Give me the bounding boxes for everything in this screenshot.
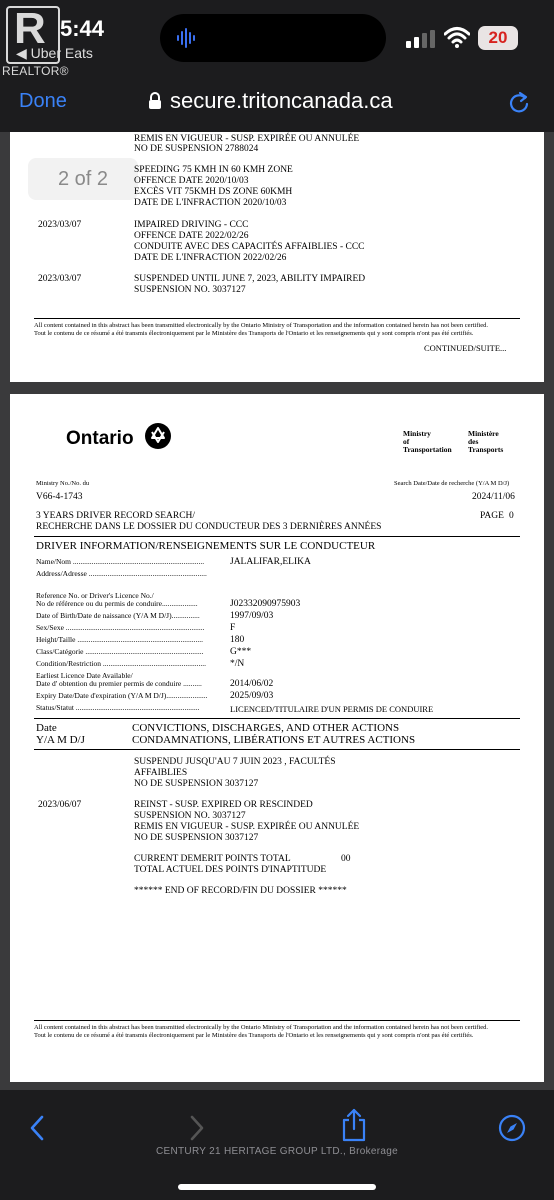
bottom-toolbar [0,1090,554,1200]
chevron-left-icon[interactable] [28,1114,46,1142]
licence-number: J02332090975903 [230,599,301,609]
brokerage-watermark: CENTURY 21 HERITAGE GROUP LTD., Brokerage [156,1146,398,1157]
dob-label: Date of Birth/Date de naissance (Y/A M D/J)............... [36,611,200,620]
class-value: G*** [230,647,252,657]
search-date-label: Search Date/Date de recherche (Y/A M D/J) [394,480,510,487]
share-icon[interactable] [340,1108,368,1142]
page-label: PAGE [480,511,504,521]
chevron-right-icon[interactable] [188,1114,206,1142]
record-line: CONDUITE AVEC DES CAPACITÉS AFFAIBLIES - CCC [134,242,365,252]
page-number: 0 [509,511,514,521]
condition-label: Condition/Restriction ....................................................... [36,659,206,668]
record-line: OFFENCE DATE 2022/02/26 [134,231,249,241]
browser-nav-bar [0,80,554,132]
expiry-label: Expiry Date/Date d'expiration (Y/A M D/J)...................... [36,691,208,700]
dynamic-island[interactable] [160,14,386,62]
page-indicator: 2 of 2 [28,158,138,200]
status-time: 5:44 [60,16,105,41]
record-date: 2023/06/07 [38,800,82,810]
search-date: 2024/11/06 [472,492,515,502]
earliest-label: Date d' obtention du premier permis de conduire .......... [36,679,202,688]
divider [34,1020,520,1021]
height-label: Height/Taille ................................................................... [36,635,203,644]
compass-icon[interactable] [498,1114,526,1142]
status-label: Status/Statut .................................................................. [36,703,200,712]
url-display[interactable]: secure.tritoncanada.ca [170,88,393,113]
disclaimer-en: All content contained in this abstract has been transmitted electronically by the Ontario Ministry of Transportation and the information contained herein has not been certified. [34,1024,488,1031]
dob-value: 1997/09/03 [230,611,274,621]
expiry-value: 2025/09/03 [230,691,274,701]
earliest-label: Earliest Licence Date Available/ [36,671,133,680]
sex-label: Sex/Sexe .......................................................................... [36,623,205,632]
document-viewer[interactable] [0,132,554,1090]
demerit-label-en: CURRENT DEMERIT POINTS TOTAL [134,854,291,864]
disclaimer-fr: Tout le contenu de ce résumé a été transmis électroniquement par le Ministère des Transports de l'Ontario et les renseignements qui y sont compris n'ont pas été certifiés. [34,330,474,337]
document-page-1 [10,132,544,382]
ministry-en: of [403,437,410,446]
report-title-fr: RECHERCHE DANS LE DOSSIER DU CONDUCTEUR DES 3 DERNIÈRES ANNÉES [36,522,382,532]
realtor-watermark [0,0,68,80]
battery-indicator [478,26,518,50]
continued-label: CONTINUED/SUITE... [424,343,507,353]
name-label: Name/Nom ...................................................................... [36,557,205,566]
class-label: Class/Catégorie ............................................................... [36,647,204,656]
record-line: NO DE SUSPENSION 3037127 [134,833,259,843]
convictions-header-fr: CONDAMNATIONS, LIBÉRATIONS ET AUTRES ACTIONS [132,734,416,746]
battery-level: 20 [488,28,508,47]
ministry-no: V66-4-1743 [36,492,83,502]
audio-wave-icon [176,28,198,48]
record-date: 2023/03/07 [38,220,82,230]
record-line: SUSPENDU JUSQU'AU 7 JUIN 2023 , FACULTÉS [134,757,336,767]
report-title: 3 YEARS DRIVER RECORD SEARCH/ [36,511,196,521]
record-line: REINST - SUSP. EXPIRED OR RESCINDED [134,800,313,810]
ref-label: No de référence ou du permis de conduire................... [36,599,198,608]
status-value: LICENCED/TITULAIRE D'UN PERMIS DE CONDUIRE [230,704,434,714]
record-line: IMPAIRED DRIVING - CCC [134,220,249,230]
disclaimer-fr: Tout le contenu de ce résumé a été transmis électroniquement par le Ministère des Transports de l'Ontario et les renseignements qui y sont compris n'ont pas été certifiés. [34,1032,474,1039]
driver-info-heading: DRIVER INFORMATION/RENSEIGNEMENTS SUR LE CONDUCTEUR [36,540,376,552]
record-line: SPEEDING 75 KMH IN 60 KMH ZONE [134,165,293,175]
record-line: NO DE SUSPENSION 2788024 [134,144,259,154]
ministry-en: Transportation [403,445,452,454]
date-header-format: Y/A M D/J [36,734,85,746]
divider [34,718,520,719]
record-line: NO DE SUSPENSION 3037127 [134,779,259,789]
record-line: EXCÈS VIT 75KMH DS ZONE 60KMH [134,187,293,197]
convictions-header: CONVICTIONS, DISCHARGES, AND OTHER ACTIONS [132,722,400,734]
demerit-value: 00 [341,854,351,864]
document-page-2 [10,394,544,1082]
date-header: Date [36,722,57,734]
ref-label: Reference No. or Driver's Licence No./ [36,591,154,600]
ministry-fr: des [468,437,479,446]
back-to-app-link[interactable]: ◀ Uber Eats [16,45,93,61]
divider [34,749,520,750]
ontario-trillium-icon [144,422,172,450]
divider [34,536,520,537]
demerit-label-fr: TOTAL ACTUEL DES POINTS D'INAPTITUDE [134,865,327,875]
record-line: DATE DE L'INFRACTION 2020/10/03 [134,198,287,208]
driver-name: JALALIFAR,ELIKA [230,557,311,567]
wifi-icon [444,26,470,48]
record-line: DATE DE L'INFRACTION 2022/02/26 [134,253,287,263]
record-line: OFFENCE DATE 2020/10/03 [134,176,249,186]
lock-icon [148,92,162,110]
record-line: REMIS EN VIGUEUR - SUSP. EXPIRÉE OU ANNULÉE [134,822,360,832]
done-button[interactable]: Done [19,90,67,112]
realtor-label: REALTOR® [2,64,69,78]
disclaimer-en: All content contained in this abstract has been transmitted electronically by the Ontario Ministry of Transportation and the information contained herein has not been certified. [34,322,488,329]
ministry-no-label: Ministry No./No. du [36,480,90,487]
ministry-fr: Transports [468,445,504,454]
record-date: 2023/03/07 [38,274,82,284]
divider [34,318,520,319]
record-line: AFFAIBLIES [134,768,188,778]
ministry-en: Ministry [403,429,431,438]
sex-value: F [230,623,236,633]
earliest-value: 2014/06/02 [230,679,274,689]
cellular-signal-icon [406,30,436,48]
height-value: 180 [230,635,245,645]
end-of-record: ****** END OF RECORD/FIN DU DOSSIER ****** [134,886,347,896]
record-line: SUSPENDED UNTIL JUNE 7, 2023, ABILITY IMPAIRED [134,274,366,284]
record-line: SUSPENSION NO. 3037127 [134,811,246,821]
reload-icon[interactable] [508,90,530,114]
condition-value: */N [230,659,245,669]
realtor-logo-letter: R [14,4,46,53]
record-line: REMIS EN VIGUEUR - SUSP. EXPIRÉE OU ANNULÉE [134,134,360,144]
home-indicator[interactable] [178,1184,376,1190]
record-line: SUSPENSION NO. 3037127 [134,285,246,295]
status-bar [0,0,554,80]
address-label: Address/Adresse ............................................................... [36,569,207,578]
ministry-fr: Ministère [468,429,499,438]
ontario-wordmark: Ontario [66,428,134,449]
